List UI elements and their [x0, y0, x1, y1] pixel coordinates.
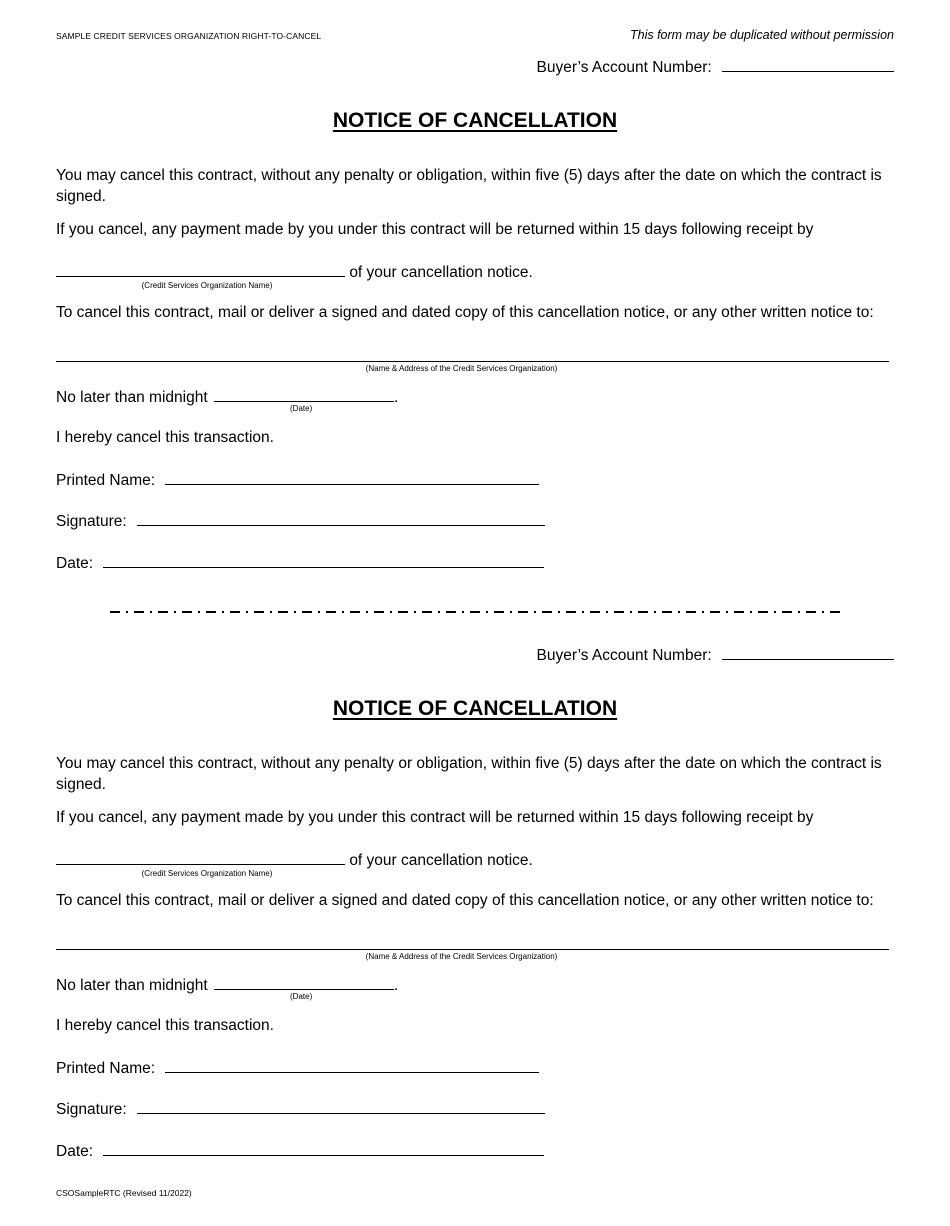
mail-notice-paragraph: To cancel this contract, mail or deliver a signed and dated copy of this cancellation notice, or any other written notice to:	[56, 304, 874, 321]
refund-paragraph: If you cancel, any payment made by you under this contract will be returned within 15 days following receipt by	[56, 221, 814, 238]
signature-field[interactable]	[137, 510, 545, 526]
signature-field[interactable]	[137, 1098, 545, 1114]
printed-name-row	[56, 1057, 539, 1079]
midnight-deadline-row: No later than midnight .	[56, 386, 398, 408]
mail-notice-paragraph: To cancel this contract, mail or deliver a signed and dated copy of this cancellation notice, or any other written notice to:	[56, 892, 874, 909]
signature-row	[56, 510, 545, 532]
notice-title: NOTICE OF CANCELLATION	[332, 109, 618, 132]
buyer-account-number-row	[537, 56, 895, 77]
printed-name-label: Printed Name:	[56, 472, 156, 489]
deadline-date-caption: (Date)	[290, 404, 313, 413]
org-name-row	[56, 261, 533, 283]
org-address-field[interactable]	[56, 949, 889, 950]
date-field[interactable]	[103, 552, 544, 568]
org-name-caption: (Credit Services Organization Name)	[141, 281, 273, 290]
cancel-period-paragraph: You may cancel this contract, without any penalty or obligation, within five (5) days after the date on which the contract is signed.	[56, 755, 882, 793]
form-revision-footer: CSOSampleRTC (Revised 11/2022)	[56, 1188, 192, 1198]
date-row	[56, 552, 544, 574]
buyer-account-number-field[interactable]	[722, 644, 894, 660]
deadline-date-caption: (Date)	[290, 992, 313, 1001]
printed-name-row	[56, 469, 539, 491]
cancel-period-paragraph: You may cancel this contract, without any penalty or obligation, within five (5) days after the date on which the contract is signed.	[56, 167, 882, 205]
printed-name-field[interactable]	[165, 469, 539, 485]
date-row	[56, 1140, 544, 1162]
midnight-label: No later than midnight	[56, 977, 208, 994]
org-name-field[interactable]	[56, 849, 345, 865]
org-name-field[interactable]	[56, 261, 345, 277]
org-address-caption: (Name & Address of the Credit Services Organization)	[365, 952, 558, 961]
date-label: Date:	[56, 1143, 94, 1160]
buyer-account-number-field[interactable]	[722, 56, 894, 72]
notice-title: NOTICE OF CANCELLATION	[332, 697, 618, 720]
signature-label: Signature:	[56, 1101, 127, 1118]
org-address-caption: (Name & Address of the Credit Services Organization)	[365, 364, 558, 373]
org-address-field[interactable]	[56, 361, 889, 362]
midnight-deadline-row: No later than midnight .	[56, 974, 398, 996]
cancel-statement: I hereby cancel this transaction.	[56, 1017, 274, 1034]
form-title-header: SAMPLE CREDIT SERVICES ORGANIZATION RIGHT-TO-CANCEL	[56, 31, 322, 41]
buyer-account-label: Buyer’s Account Number:	[536, 59, 712, 76]
date-label: Date:	[56, 555, 94, 572]
cut-here-divider	[110, 609, 840, 615]
org-name-caption: (Credit Services Organization Name)	[141, 869, 273, 878]
signature-label: Signature:	[56, 513, 127, 530]
date-field[interactable]	[103, 1140, 544, 1156]
org-name-suffix: of your cancellation notice.	[349, 264, 533, 281]
cancel-statement: I hereby cancel this transaction.	[56, 429, 274, 446]
deadline-date-field[interactable]	[214, 974, 394, 990]
midnight-label: No later than midnight	[56, 389, 208, 406]
buyer-account-number-row	[537, 644, 895, 665]
refund-paragraph: If you cancel, any payment made by you under this contract will be returned within 15 days following receipt by	[56, 809, 814, 826]
buyer-account-label: Buyer’s Account Number:	[536, 647, 712, 664]
printed-name-field[interactable]	[165, 1057, 539, 1073]
printed-name-label: Printed Name:	[56, 1060, 156, 1077]
signature-row	[56, 1098, 545, 1120]
org-name-row	[56, 849, 533, 871]
duplicate-note: This form may be duplicated without permission	[629, 28, 894, 42]
org-name-suffix: of your cancellation notice.	[349, 852, 533, 869]
deadline-date-field[interactable]	[214, 386, 394, 402]
